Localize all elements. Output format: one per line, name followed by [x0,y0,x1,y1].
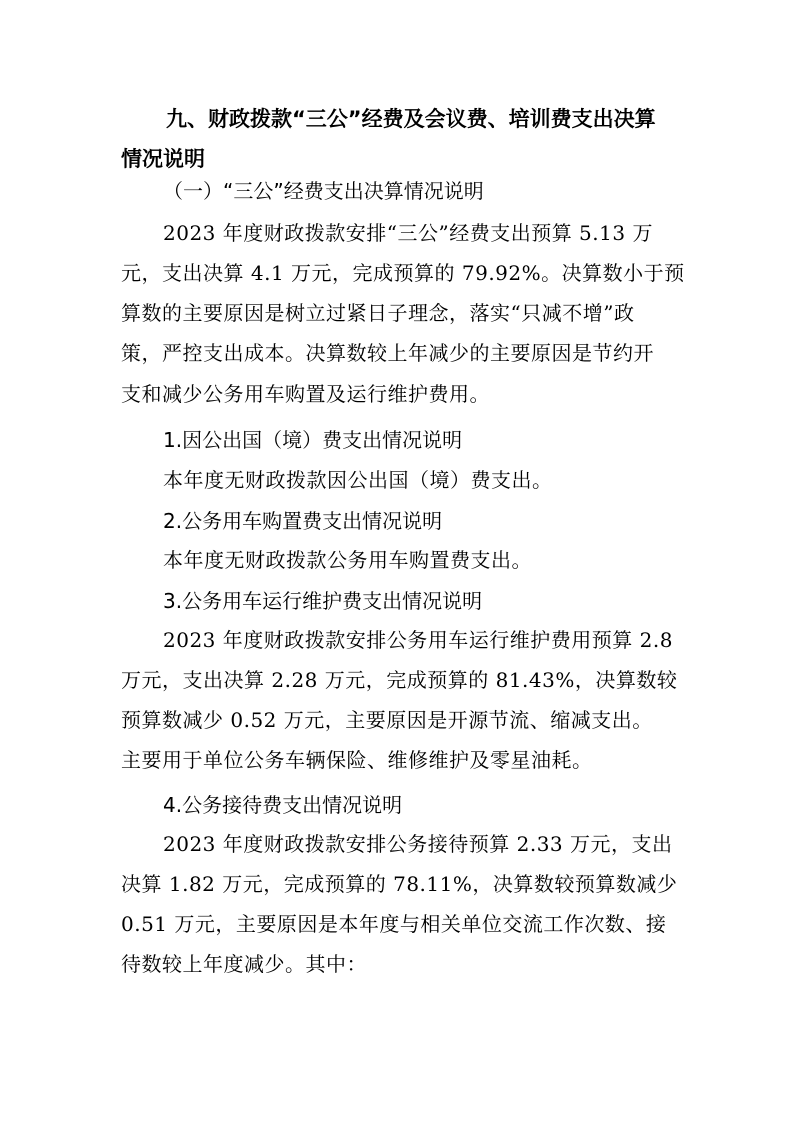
paragraph-line: 2023 年度财政拨款安排公务接待预算 2.33 万元，支出 [163,832,673,856]
section-heading-line-2: 情况说明 [121,147,205,171]
subsection-title: （一）“三公”经费支出决算情况说明 [163,179,484,203]
paragraph-line: 0.51 万元，主要原因是本年度与相关单位交流工作次数、接 [121,912,667,936]
paragraph-line: 策，严控支出成本。决算数较上年减少的主要原因是节约开 [121,341,654,365]
paragraph-line: 元，支出决算 4.1 万元，完成预算的 79.92%。决算数小于预 [121,261,685,285]
paragraph-line: 算数的主要原因是树立过紧日子理念，落实“只减不增”政 [121,301,635,325]
paragraph-line: 2023 年度财政拨款安排公务用车运行维护费用预算 2.8 [163,628,673,652]
item-title-4: 4.公务接待费支出情况说明 [163,793,403,817]
paragraph-line: 决算 1.82 万元，完成预算的 78.11%，决算数较预算数减少 [121,872,678,896]
item-title-1: 1.因公出国（境）费支出情况说明 [163,428,463,452]
item-title-2: 2.公务用车购置费支出情况说明 [163,509,443,533]
item-text-1: 本年度无财政拨款因公出国（境）费支出。 [163,468,553,492]
paragraph-line: 万元，支出决算 2.28 万元，完成预算的 81.43%，决算数较 [121,668,678,692]
paragraph-line: 待数较上年度减少。其中： [121,952,367,976]
paragraph-line: 2023 年度财政拨款安排“三公”经费支出预算 5.13 万 [163,221,653,245]
paragraph-line: 主要用于单位公务车辆保险、维修维护及零星油耗。 [121,748,593,772]
item-title-3: 3.公务用车运行维护费支出情况说明 [163,589,483,613]
item-text-2: 本年度无财政拨款公务用车购置费支出。 [163,548,532,572]
section-heading-line-1: 九、财政拨款“三公”经费及会议费、培训费支出决算 [166,107,656,131]
paragraph-line: 支和减少公务用车购置及运行维护费用。 [121,382,490,406]
paragraph-line: 预算数减少 0.52 万元，主要原因是开源节流、缩减支出。 [121,708,653,732]
